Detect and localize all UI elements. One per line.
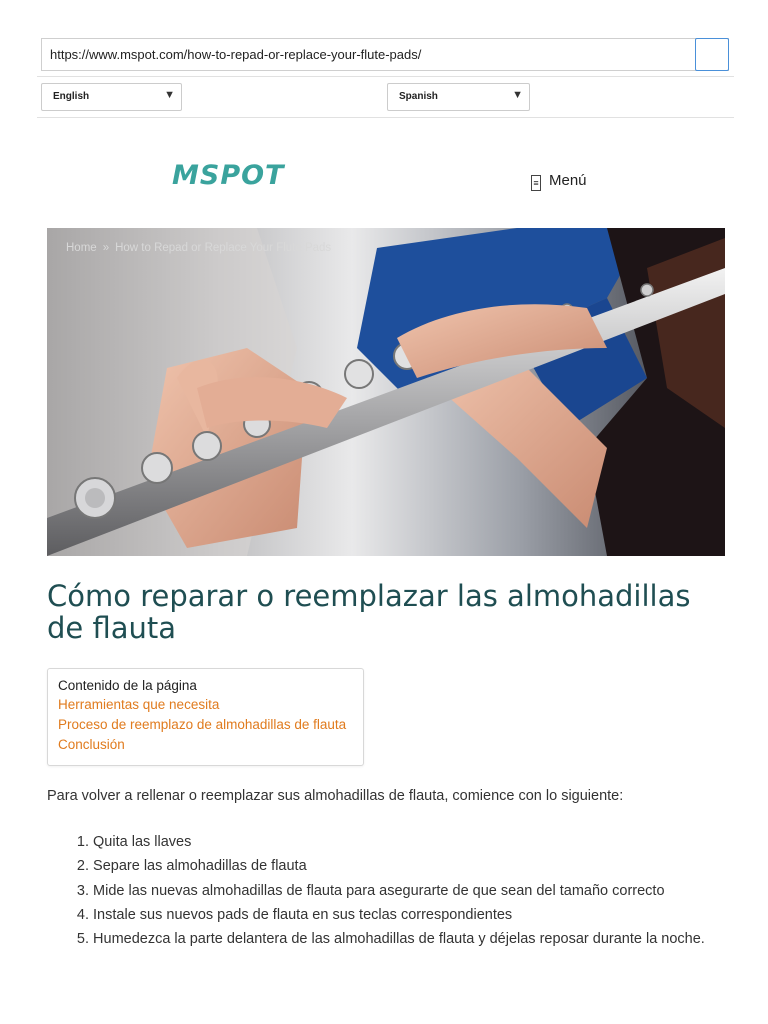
list-item (47, 883, 705, 907)
step-number: 1. (76, 834, 89, 850)
source-language-select[interactable] (41, 83, 182, 111)
intro-paragraph: Para volver a rellenar o reemplazar sus almohadillas de flauta, comience con lo siguiente: (47, 788, 624, 804)
divider (37, 76, 734, 77)
toc-link-conclusion[interactable]: Conclusión (58, 737, 125, 752)
hero-image (47, 228, 725, 556)
toc-title: Contenido de la página (58, 678, 197, 693)
step-text: Quita las llaves (93, 834, 192, 850)
list-item (47, 834, 705, 858)
step-number: 3. (76, 882, 89, 899)
toc-link-tools[interactable]: Herramientas que necesita (58, 697, 220, 712)
url-go-button[interactable] (695, 38, 729, 71)
step-text: Humedezca la parte delantera de las almohadillas de flauta y déjelas reposar durante la noche. (93, 931, 705, 948)
table-of-contents (47, 668, 364, 766)
dropdown-arrow-icon: ▼ (512, 89, 523, 101)
step-text: Separe las almohadillas de flauta (93, 858, 307, 875)
list-item (47, 907, 705, 931)
divider (37, 117, 734, 118)
steps-list (47, 834, 705, 955)
menu-icon: ≡ (531, 175, 541, 191)
step-text: Instale sus nuevos pads de flauta en sus teclas correspondientes (93, 906, 513, 923)
flute-photo (47, 228, 725, 556)
url-text[interactable]: https://www.mspot.com/how-to-repad-or-replace-your-flute-pads/ (50, 47, 422, 62)
menu-label: Menú (549, 172, 587, 189)
list-item (47, 931, 705, 955)
target-language-select[interactable] (387, 83, 530, 111)
page-title: Cómo reparar o reemplazar las almohadillas de flauta (47, 579, 691, 645)
breadcrumb-current: How to Repad or Replace Your Flute Pads (115, 242, 332, 254)
source-language-value: English (53, 91, 90, 102)
site-logo[interactable]: MSPOT (172, 160, 285, 191)
step-number: 2. (76, 858, 89, 875)
step-text: Mide las nuevas almohadillas de flauta para asegurarte de que sean del tamaño correcto (93, 882, 665, 899)
breadcrumb (66, 242, 331, 254)
breadcrumb-home-link[interactable]: Home (66, 242, 97, 254)
breadcrumb-separator: » (102, 242, 110, 254)
target-language-value: Spanish (399, 91, 438, 102)
url-bar[interactable] (41, 38, 729, 71)
menu-button[interactable] (531, 172, 587, 191)
toc-link-process[interactable]: Proceso de reemplazo de almohadillas de flauta (58, 717, 347, 732)
list-item (47, 858, 705, 882)
step-number: 5. (76, 931, 89, 948)
step-number: 4. (76, 906, 89, 923)
dropdown-arrow-icon: ▼ (164, 89, 175, 101)
